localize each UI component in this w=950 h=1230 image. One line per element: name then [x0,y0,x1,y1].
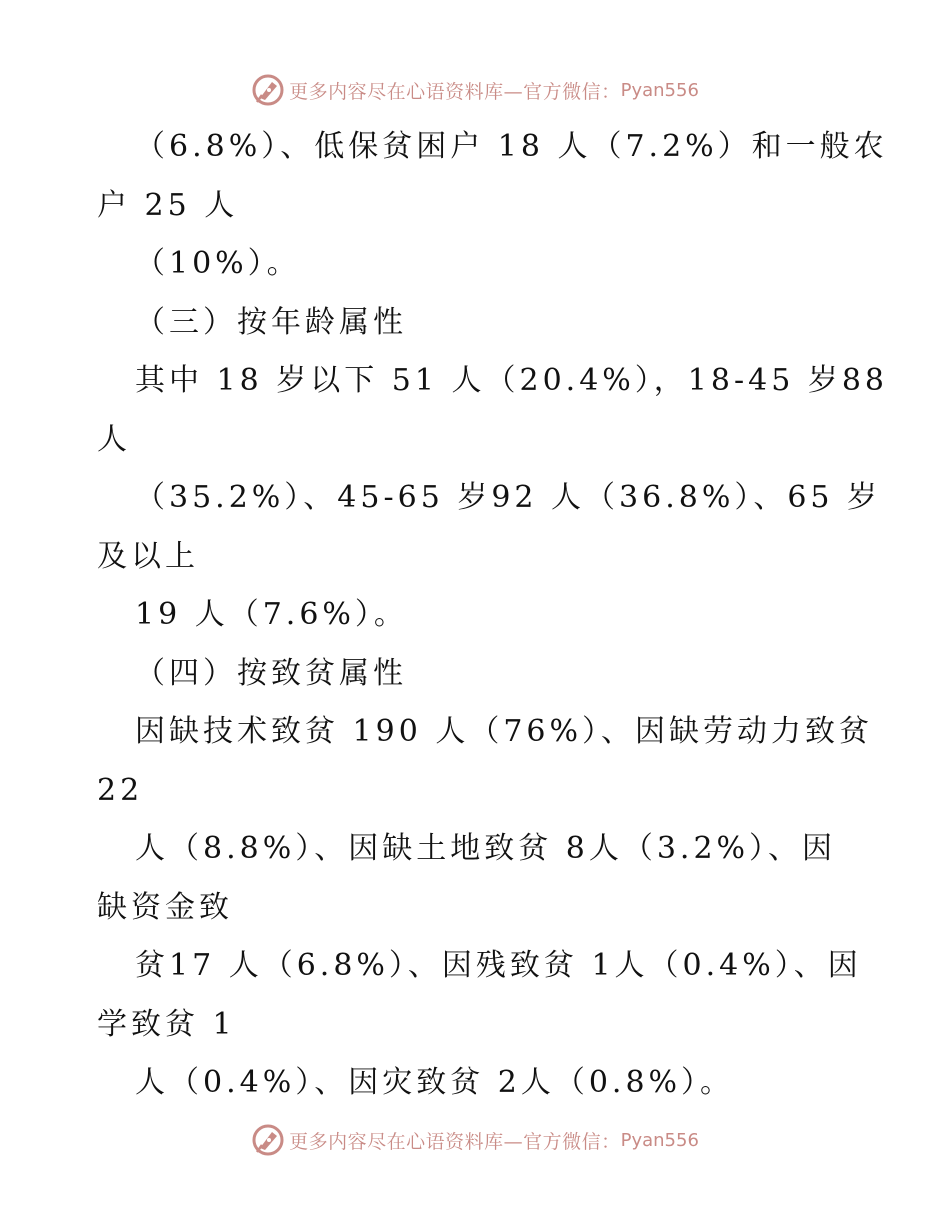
text-line-16: 学致贫 1 [97,1006,236,1042]
text-line-13: 人（8.8%）、因缺土地致贫 8人（3.2%）、因 [135,831,837,866]
document-body [97,118,888,1113]
text-line-1: （6.8%）、低保贫困户 18 人（7.2%）和一般农 [135,129,888,164]
footer-watermark [0,1120,950,1160]
text-line-3: （10%）。 [135,246,301,281]
text-line-9: 19 人（7.6%）。 [135,597,408,632]
watermark-brand-text: 更多内容尽在心语资料库—官方微信： [289,1130,621,1153]
text-line-8: 及以上 [97,538,199,574]
text-line-17: 人（0.4%）、因灾致贫 2人（0.8%）。 [135,1065,735,1100]
text-line-11: 因缺技术致贫 190 人（76%）、因缺劳动力致贫 [135,714,874,749]
watermark-wechat-id: Pyan556 [620,1129,699,1151]
text-line-15: 贫17 人（6.8%）、因残致贫 1人（0.4%）、因 [135,948,862,983]
text-line-7: （35.2%）、45-65 岁92 人（36.8%）、65 岁 [135,480,882,515]
text-line-14: 缺资金致 [97,889,233,925]
pen-nib-logo-icon [251,1123,285,1157]
text-line-2: 户 25 人 [97,187,239,223]
section-heading-age: （三）按年龄属性 [135,304,407,340]
pen-nib-logo-icon [251,73,285,107]
section-heading-cause: （四）按致贫属性 [135,655,407,691]
text-line-6: 人 [97,421,131,457]
header-watermark [0,70,950,110]
text-line-12: 22 [97,772,144,808]
watermark-wechat-id: Pyan556 [620,79,699,101]
watermark-brand-text: 更多内容尽在心语资料库—官方微信： [289,80,621,103]
text-line-5: 其中 18 岁以下 51 人（20.4%），18-45 岁88 [135,363,888,398]
